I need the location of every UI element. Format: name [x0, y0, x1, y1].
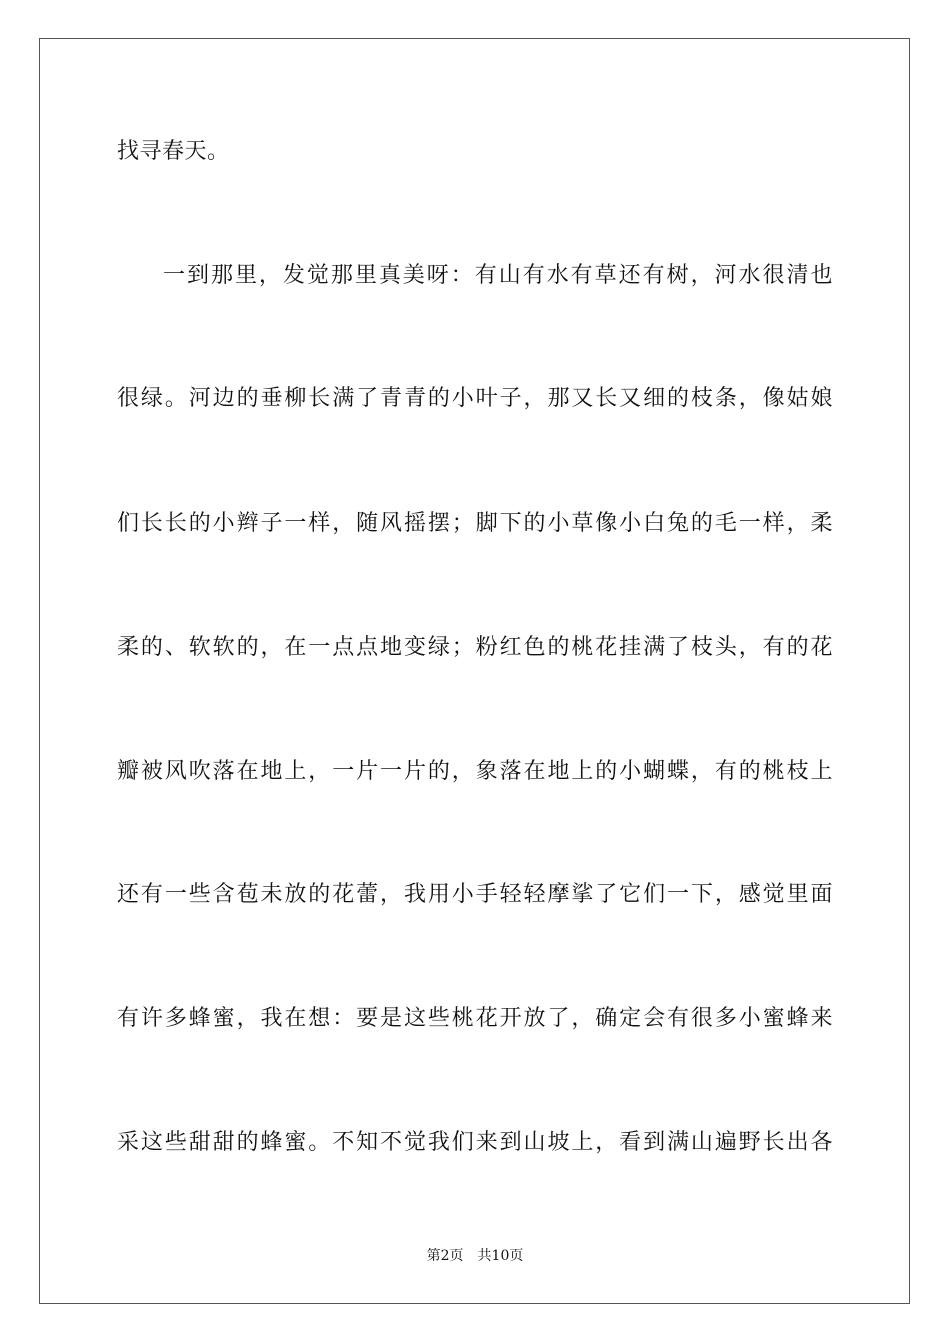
paragraph-line-7: 还有一些含苞未放的花蕾，我用小手轻轻摩挲了它们一下，感觉里面 [117, 882, 833, 907]
page-footer [0, 1247, 950, 1265]
paragraph-line-9: 采这些甜甜的蜂蜜。不知不觉我们来到山坡上，看到满山遍野长出各 [117, 1130, 833, 1155]
page-number: 第2页 [426, 1248, 464, 1264]
paragraph-line-4: 们长长的小辫子一样，随风摇摆；脚下的小草像小白兔的毛一样，柔 [117, 511, 833, 536]
paragraph-line-5: 柔的、软软的，在一点点地变绿；粉红色的桃花挂满了枝头，有的花 [117, 635, 833, 660]
paragraph-line-2: 一到那里，发觉那里真美呀：有山有水有草还有树，河水很清也 [163, 263, 833, 288]
paragraph-line-1: 找寻春天。 [117, 139, 230, 164]
page-border [39, 38, 910, 1304]
paragraph-line-3: 很绿。河边的垂柳长满了青青的小叶子，那又长又细的枝条，像姑娘 [117, 386, 833, 411]
total-pages: 共10页 [477, 1248, 524, 1264]
paragraph-line-6: 瓣被风吹落在地上，一片一片的，象落在地上的小蝴蝶，有的桃枝上 [117, 759, 833, 784]
paragraph-line-8: 有许多蜂蜜，我在想：要是这些桃花开放了，确定会有很多小蜜蜂来 [117, 1006, 833, 1031]
